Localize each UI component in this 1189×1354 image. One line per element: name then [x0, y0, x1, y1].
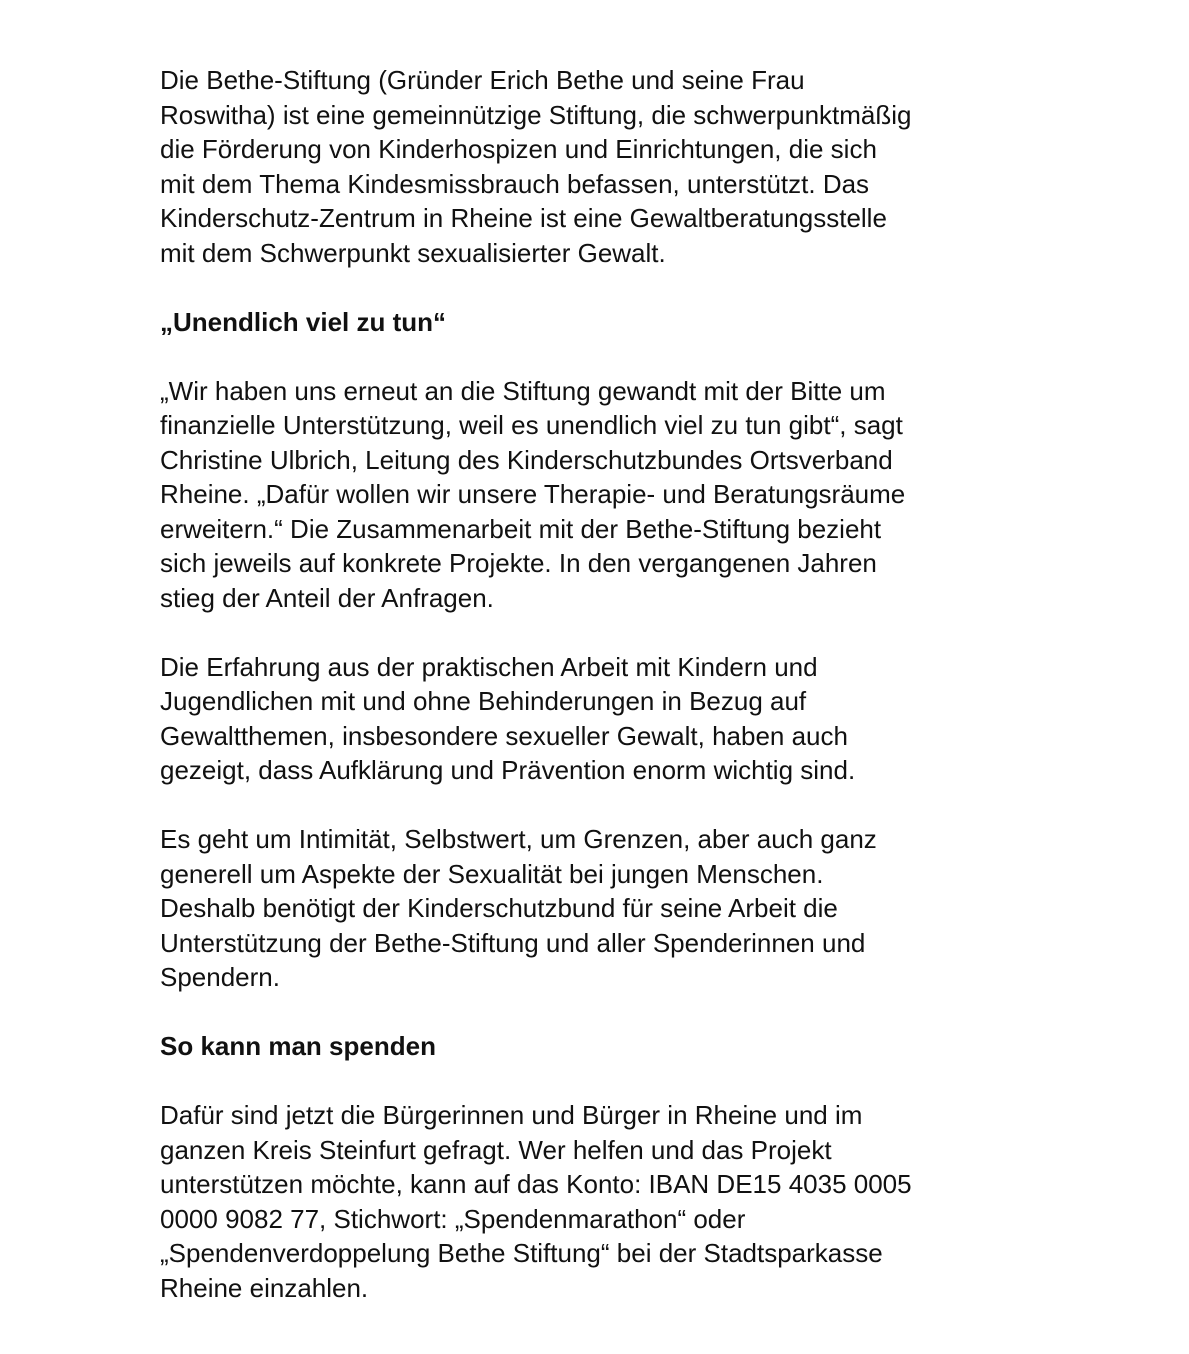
text-line: gezeigt, dass Aufklärung und Prävention enorm wichtig sind. — [160, 755, 856, 785]
text-line: Rheine. „Dafür wollen wir unsere Therapie- und Beratungsräume — [160, 479, 906, 509]
heading-so-kann-man-spenden: So kann man spenden — [160, 1031, 436, 1061]
text-line: „Wir haben uns erneut an die Stiftung gewandt mit der Bitte um — [160, 375, 886, 406]
text-line: Kinderschutz-Zentrum in Rheine ist eine Gewaltberatungsstelle — [160, 203, 887, 233]
text-line: stieg der Anteil der Anfragen. — [160, 582, 494, 613]
paragraph-foundation — [160, 63, 1160, 270]
text-line: Rheine einzahlen. — [160, 1272, 369, 1303]
text-line: Die Bethe-Stiftung (Gründer Erich Bethe und seine Frau — [160, 65, 805, 95]
text-line: Roswitha) ist eine gemeinnützige Stiftung, die schwerpunktmäßig — [160, 99, 912, 130]
text-line: Es geht um Intimität, Selbstwert, um Grenzen, aber auch ganz — [160, 824, 877, 854]
text-line: die Förderung von Kinderhospizen und Einrichtungen, die sich — [160, 134, 877, 164]
text-line: Dafür sind jetzt die Bürgerinnen und Bürger in Rheine und im — [160, 1100, 863, 1130]
text-line: Christine Ulbrich, Leitung des Kinderschutzbundes Ortsverband — [160, 444, 893, 475]
text-line: mit dem Schwerpunkt sexualisierter Gewalt. — [160, 237, 666, 268]
text-line: Die Erfahrung aus der praktischen Arbeit mit Kindern und — [160, 651, 818, 682]
text-line: finanzielle Unterstützung, weil es unendlich viel zu tun gibt“, sagt — [160, 410, 903, 440]
paragraph-quote — [160, 374, 1160, 616]
paragraph-donation — [160, 1098, 1160, 1305]
text-line: erweitern.“ Die Zusammenarbeit mit der Bethe-Stiftung bezieht — [160, 513, 882, 544]
text-line: Gewaltthemen, insbesondere sexueller Gewalt, haben auch — [160, 720, 848, 751]
text-line: generell um Aspekte der Sexualität bei jungen Menschen. — [160, 858, 824, 889]
text-line: sich jeweils auf konkrete Projekte. In den vergangenen Jahren — [160, 548, 877, 578]
text-line: mit dem Thema Kindesmissbrauch befassen, unterstützt. Das — [160, 168, 870, 199]
text-line: Deshalb benötigt der Kinderschutzbund für seine Arbeit die — [160, 893, 838, 923]
document-body — [160, 63, 1160, 1340]
text-line: unterstützen möchte, kann auf das Konto: IBAN DE15 4035 0005 — [160, 1169, 912, 1199]
paragraph-intimacy — [160, 822, 1160, 995]
paragraph-experience — [160, 650, 1160, 788]
text-line: „Spendenverdoppelung Bethe Stiftung“ bei der Stadtsparkasse — [160, 1238, 883, 1268]
text-line: 0000 9082 77, Stichwort: „Spendenmarathon“ oder — [160, 1203, 746, 1234]
heading-unendlich-viel-zu-tun: „Unendlich viel zu tun“ — [160, 306, 447, 337]
text-line: ganzen Kreis Steinfurt gefragt. Wer helfen und das Projekt — [160, 1134, 832, 1165]
text-line: Unterstützung der Bethe-Stiftung und aller Spenderinnen und — [160, 927, 866, 958]
text-line: Spendern. — [160, 962, 280, 992]
text-line: Jugendlichen mit und ohne Behinderungen in Bezug auf — [160, 686, 807, 716]
